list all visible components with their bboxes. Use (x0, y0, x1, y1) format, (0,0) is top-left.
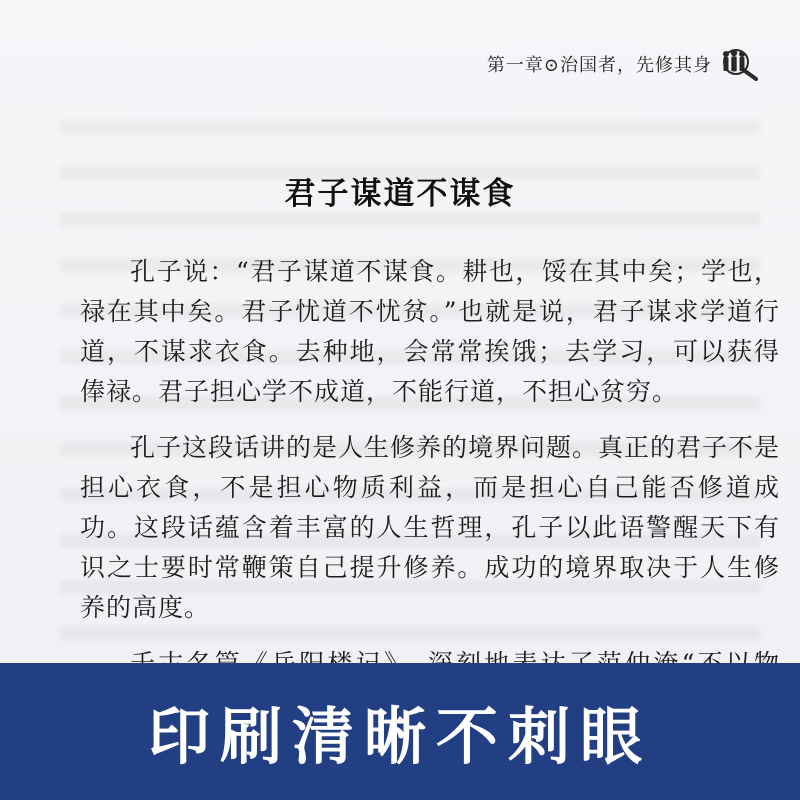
paragraph-1: 孔子说：“君子谋道不谋食。耕也，馁在其中矣；学也，禄在其中矣。君子忧道不忧贫。”也就是说，君子谋求学道行道，不谋求衣食。去种地，会常常挨饿；去学习，可以获得俸禄。君子担心学不成道，不能行道，不担心贫穷。 (80, 257, 780, 406)
running-head (440, 46, 770, 82)
promo-banner (0, 663, 800, 800)
promo-banner-text: 印刷清晰不刺眼 (147, 700, 652, 773)
magnifier-people-icon (720, 47, 770, 81)
paragraph-2: 孔子这段话讲的是人生修养的境界问题。真正的君子不是担心衣食，不是担心物质利益，而是担心自己能否修道成功。这段话蕴含着丰富的人生哲理，孔子以此语警醒天下有识之士要时常鞭策自己提升修养。成功的境界取决于人生修养的高度。 (80, 433, 781, 622)
chapter-heading: 第一章⊙治国者，先修其身 (486, 55, 712, 76)
article-title: 君子谋道不谋食 (284, 176, 516, 212)
